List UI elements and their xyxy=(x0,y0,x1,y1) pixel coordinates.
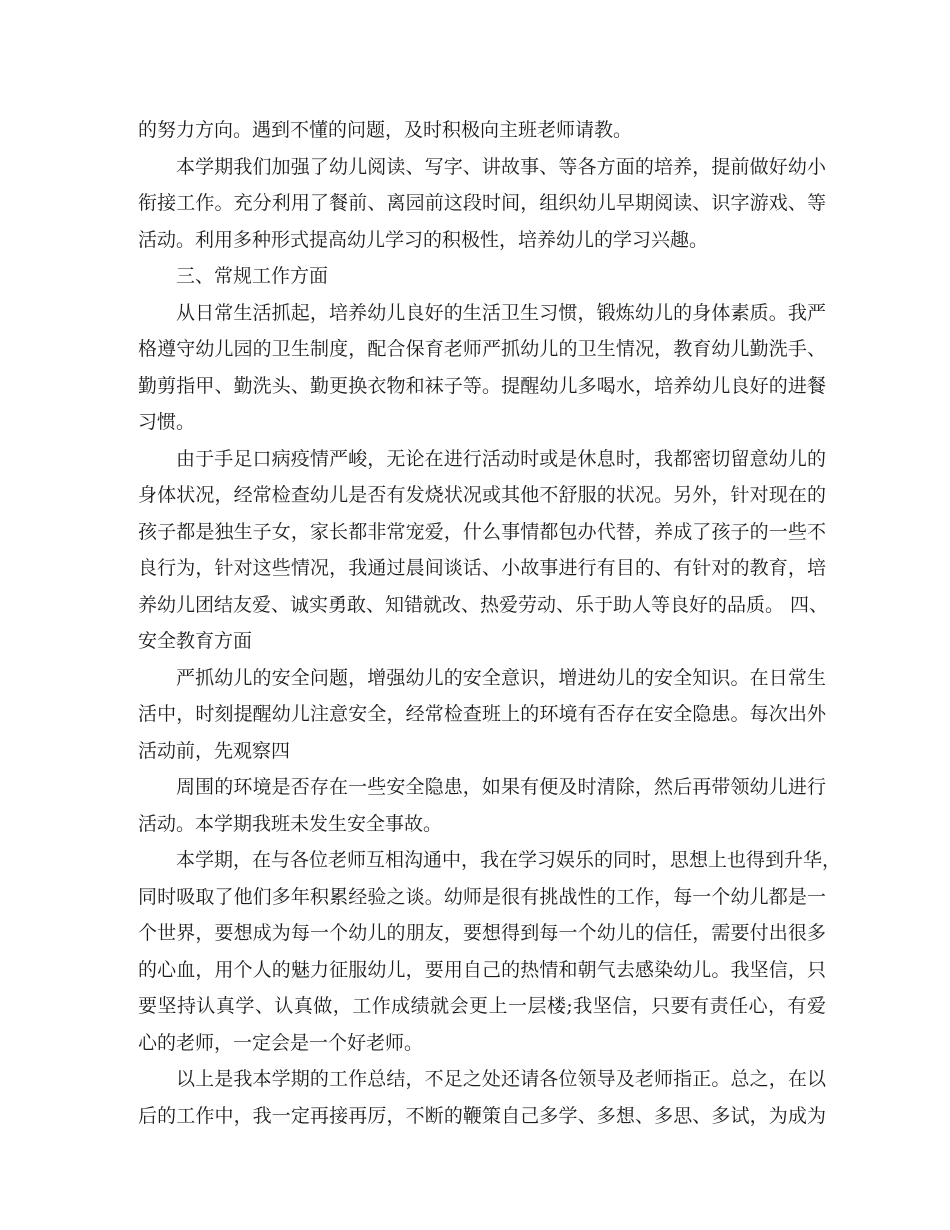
text-line: 安全教育方面 xyxy=(138,630,253,652)
text-line: 养幼儿团结友爱、诚实勇敢、知错就改、热爱劳动、乐于助人等良好的品质。 四、 xyxy=(138,593,829,616)
text-line: 活动。利用多种形式提高幼儿学习的积极性，培养幼儿的学习兴趣。 xyxy=(138,228,709,251)
text-line: 孩子都是独生子女，家长都非常宠爱，什么事情都包办代替，养成了孩子的一些不 xyxy=(138,520,826,543)
text-line: 同时吸取了他们多年积累经验之谈。幼师是很有挑战性的工作，每一个幼儿都是一 xyxy=(138,885,826,908)
text-line: 的努力方向。遇到不懂的问题，及时积极向主班老师请教。 xyxy=(138,119,633,141)
text-line: 从日常生活抓起，培养幼儿良好的生活卫生习惯，锻炼幼儿的身体素质。我严 xyxy=(176,301,826,324)
text-line: 以上是我本学期的工作总结，不足之处还请各位领导及老师指正。总之，在以 xyxy=(176,1068,826,1090)
text-line: 活动前，先观察四 xyxy=(138,739,291,762)
text-line: 个世界，要想成为每一个幼儿的朋友，要想得到每一个幼儿的信任，需要付出很多 xyxy=(138,922,826,944)
text-line: 严抓幼儿的安全问题，增强幼儿的安全意识，增进幼儿的安全知识。在日常生 xyxy=(176,666,826,689)
text-line: 勤剪指甲、勤洗头、勤更换衣物和袜子等。提醒幼儿多喝水，培养幼儿良好的进餐 xyxy=(138,374,826,397)
document-body xyxy=(138,112,842,1134)
text-line: 身体状况，经常检查幼儿是否有发烧状况或其他不舒服的状况。另外，针对现在的 xyxy=(138,484,826,506)
text-line: 由于手足口病疫情严峻，无论在进行活动时或是休息时，我都密切留意幼儿的 xyxy=(176,447,826,470)
text-line: 活中，时刻提醒幼儿注意安全，经常检查班上的环境有否存在安全隐患。每次出外 xyxy=(138,703,826,725)
text-line: 三、常规工作方面 xyxy=(176,265,329,287)
text-line: 活动。本学期我班未发生安全事故。 xyxy=(138,812,443,835)
text-line: 的心血，用个人的魅力征服幼儿，要用自己的热情和朝气去感染幼儿。我坚信，只 xyxy=(138,958,826,981)
text-line: 本学期我们加强了幼儿阅读、写字、讲故事、等各方面的培养，提前做好幼小 xyxy=(176,155,826,178)
text-line: 要坚持认真学、认真做，工作成绩就会更上一层楼;我坚信，只要有责任心，有爱 xyxy=(138,995,826,1017)
text-line: 周围的环境是否存在一些安全隐患，如果有便及时清除，然后再带领幼儿进行 xyxy=(176,776,826,798)
text-line: 本学期，在与各位老师互相沟通中，我在学习娱乐的同时，思想上也得到升华， xyxy=(176,849,842,871)
text-line: 格遵守幼儿园的卫生制度，配合保育老师严抓幼儿的卫生情况，教育幼儿勤洗手、 xyxy=(138,338,826,360)
text-line: 心的老师，一定会是一个好老师。 xyxy=(138,1031,424,1054)
text-line: 良行为，针对这些情况，我通过晨间谈话、小故事进行有目的、有针对的教育，培 xyxy=(138,557,826,579)
text-line: 习惯。 xyxy=(138,411,196,433)
text-line: 后的工作中，我一定再接再厉，不断的鞭策自己多学、多想、多思、多试，为成为 xyxy=(138,1104,826,1127)
text-line: 衔接工作。充分利用了餐前、离园前这段时间，组织幼儿早期阅读、识字游戏、等 xyxy=(138,192,826,214)
